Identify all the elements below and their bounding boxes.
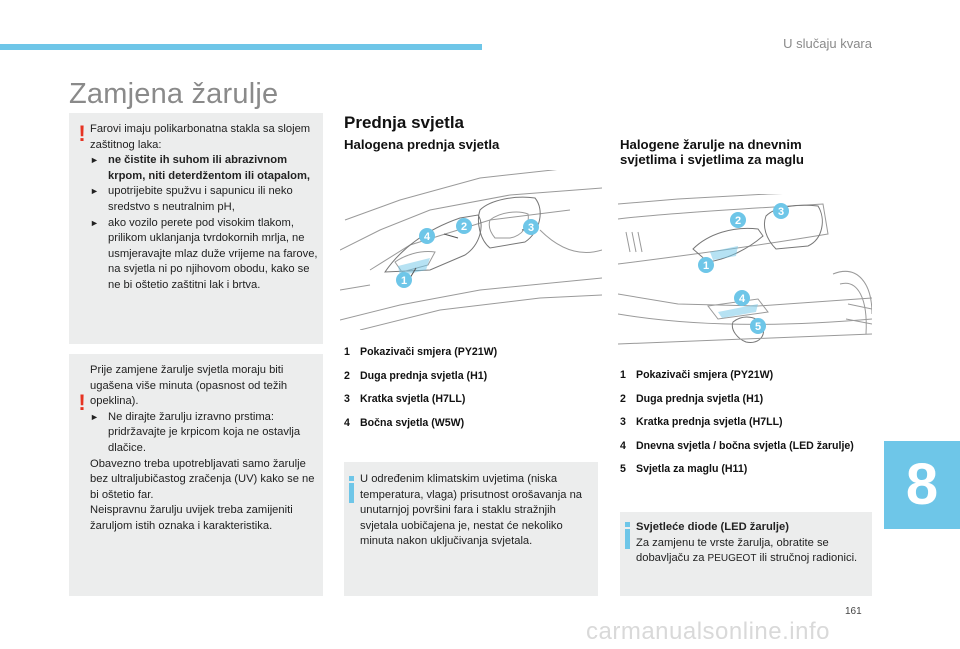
callout-badge	[456, 218, 472, 234]
callout-badge	[419, 228, 435, 244]
warning-box-bulb-replacement	[69, 354, 323, 596]
warning-icon: !	[78, 121, 86, 146]
svg-text:2: 2	[734, 215, 742, 227]
list-item: ► Ne dirajte žarulju izravno prstima: pridržavajte je krpicom koja ne ostavlja dlačice.	[90, 410, 318, 457]
info-icon	[349, 476, 354, 503]
callout-badge	[734, 290, 750, 306]
legend-row: 2 Duga prednja svjetla (H1)	[344, 369, 488, 382]
warning-paragraph: Neispravnu žarulju uvijek treba zamijeniti žaruljom istih oznaka i karakteristika.	[90, 504, 293, 532]
bullet-arrow-icon: ►	[90, 186, 99, 197]
legend-row: 5 Svjetla za maglu (H11)	[620, 463, 748, 475]
section-title: U slučaju kvara	[783, 36, 872, 51]
list-item: ► upotrijebite spužvu i sapunicu ili neko sredstvo s neutralnim pH,	[90, 184, 318, 215]
bullet-arrow-icon: ►	[90, 155, 99, 166]
warning-intro: Farovi imaju polikarbonatna stakla sa slojem zaštitnog laka:	[90, 123, 311, 151]
legend-row: 3 Kratka prednja svjetla (H7LL)	[620, 416, 783, 428]
callout-badge	[750, 318, 766, 334]
list-item: ► ako vozilo perete pod visokim tlakom, prilikom uklanjanja tvrdokornih mrlja, ne usmjeravajte mlaz duže vrijeme na farove, na svjetla ni po njihovom obodu, kako se ne bi oštetio zaštitni lak i brtva.	[90, 216, 318, 294]
info-title: Svjetleće diode (LED žarulje)	[636, 521, 789, 533]
legend-row: 1 Pokazivači smjera (PY21W)	[620, 369, 774, 381]
svg-text:4: 4	[423, 231, 431, 243]
header-accent-bar	[0, 44, 482, 50]
watermark: carmanualsonline.info	[586, 618, 830, 645]
warning-paragraph: Obavezno treba upotrebljavati samo žarulje bez ultraljubičastog zračenja (UV) kako se ne bi oštetio far.	[90, 457, 315, 501]
chapter-tab: 8	[884, 441, 960, 529]
svg-text:1: 1	[702, 260, 710, 272]
warning-icon: !	[78, 390, 86, 415]
halogen-headlight-illustration	[340, 170, 602, 330]
front-lights-heading: Prednja svjetla	[344, 113, 465, 132]
legend-row: 1 Pokazivači smjera (PY21W)	[344, 346, 498, 358]
svg-text:1: 1	[400, 275, 408, 287]
halogen-bulb-legend	[344, 346, 594, 440]
legend-row: 2 Duga prednja svjetla (H1)	[620, 392, 764, 405]
info-box-led	[620, 512, 872, 596]
callout-badge	[698, 257, 714, 273]
page-number: 161	[845, 606, 862, 617]
daytime-bulb-legend	[620, 369, 870, 487]
daytime-fog-heading: Halogene žarulje na dnevnim svjetlima i svjetlima za maglu	[620, 137, 804, 167]
svg-text:2: 2	[460, 221, 468, 233]
info-text: Za zamjenu te vrste žarulja, obratite se dobavljaču za PEUGEOT ili stručnoj radionici.	[636, 536, 858, 565]
callout-badge	[773, 203, 789, 219]
svg-text:4: 4	[738, 293, 746, 305]
warning-box-polycarbonate	[69, 113, 323, 344]
bullet-arrow-icon: ►	[90, 411, 99, 422]
info-icon	[625, 522, 630, 549]
svg-text:5: 5	[754, 321, 762, 333]
legend-row: 3 Kratka svjetla (H7LL)	[344, 393, 466, 405]
svg-text:3: 3	[527, 222, 535, 234]
info-box-condensation	[344, 462, 598, 596]
halogen-heading: Halogena prednja svjetla	[344, 137, 500, 152]
legend-row: 4 Dnevna svjetla / bočna svjetla (LED žarulje)	[620, 439, 854, 452]
bullet-arrow-icon: ►	[90, 217, 99, 228]
callout-badge	[730, 212, 746, 228]
page-title: Zamjena žarulje	[69, 78, 279, 110]
brand-name: PEUGEOT	[707, 553, 757, 565]
info-text: U određenim klimatskim uvjetima (niska temperatura, vlaga) prisutnost orošavanja na unutarnjoj površini fara i staklu stražnjih svjetala uobičajena je, nestat će nekoliko minuta nakon uključivanja svjetala.	[360, 473, 583, 548]
callout-badge	[523, 219, 539, 235]
warning-intro: Prije zamjene žarulje svjetla moraju biti ugašena više minuta (opasnost od težih opeklina).	[90, 364, 288, 408]
callout-badge	[396, 272, 412, 288]
daytime-fog-light-illustration	[618, 194, 872, 354]
list-item: ► ne čistite ih suhom ili abrazivnom krpom, niti deterdžentom ili otapalom,	[90, 153, 318, 184]
svg-text:3: 3	[777, 206, 785, 218]
legend-row: 4 Bočna svjetla (W5W)	[344, 416, 465, 429]
